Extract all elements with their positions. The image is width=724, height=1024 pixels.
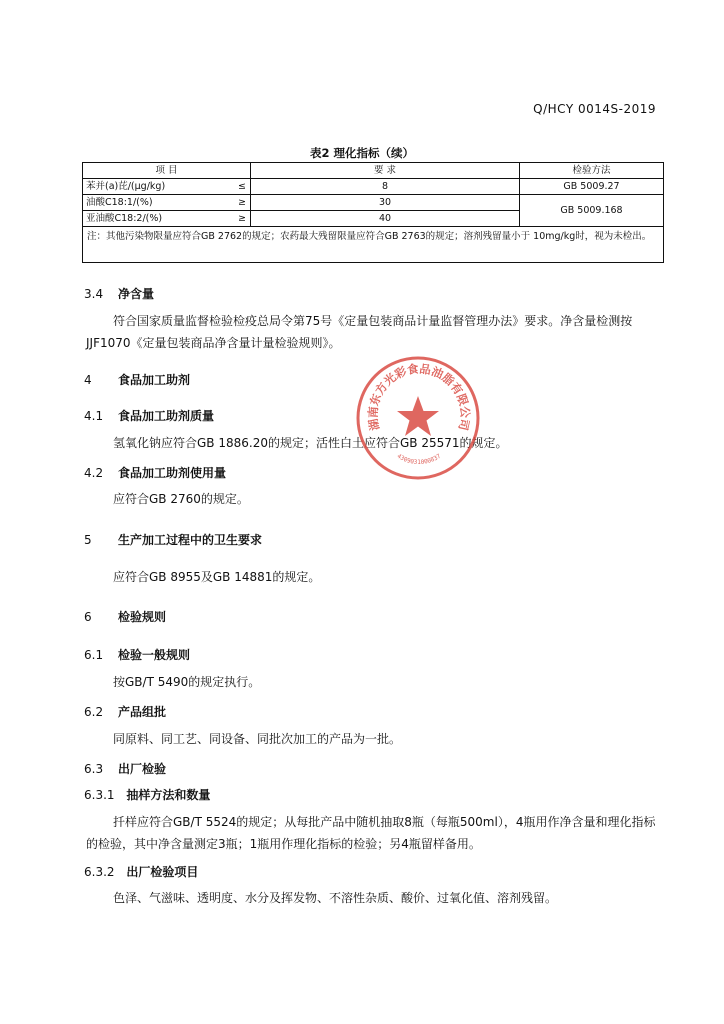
table-row <box>83 195 664 211</box>
section-heading-6-3-2 <box>84 863 198 880</box>
row-item-cell <box>83 195 251 211</box>
section-heading-6-3 <box>84 760 166 777</box>
section-title: 食品加工助剂质量 <box>118 409 215 423</box>
table-row <box>83 179 664 195</box>
requirement-cell: 40 <box>251 211 520 227</box>
section-title: 抽样方法和数量 <box>126 788 211 802</box>
section-number: 6.3.2 <box>84 865 115 879</box>
section-number: 5 <box>84 533 92 547</box>
section-number: 6 <box>84 610 92 624</box>
paragraph-net-content: 符合国家质量监督检验检疫总局令第75号《定量包装商品计量监督管理办法》要求。净含量检测按JJF1070《定量包装商品净含量计量检验规则》。 <box>86 314 633 350</box>
table-note: 注：其他污染物限量应符合GB 2762的规定；农药最大残留限量应符合GB 2763的规定；溶剂残留量小于 10mg/kg时，视为未检出。 <box>83 227 664 263</box>
paragraph-hygiene: 应符合GB 8955及GB 14881的规定。 <box>113 570 321 584</box>
section-title: 出厂检验项目 <box>126 865 199 879</box>
section-number: 6.3.1 <box>84 788 115 802</box>
method-cell: GB 5009.168 <box>520 195 664 227</box>
section-title: 产品组批 <box>118 705 167 719</box>
column-header-method: 检验方法 <box>520 163 664 179</box>
limit-operator: ≤ <box>238 180 246 192</box>
paragraph-inspection-items: 色泽、气滋味、透明度、水分及挥发物、不溶性杂质、酸价、过氧化值、溶剂残留。 <box>113 891 558 905</box>
limit-operator: ≥ <box>238 212 246 224</box>
section-title: 检验规则 <box>118 610 167 624</box>
section-title: 出厂检验 <box>118 762 167 776</box>
section-title: 食品加工助剂 <box>118 373 191 387</box>
seal-code-text: 4309031000837 <box>395 452 443 467</box>
table-title: 表2 理化指标（续） <box>309 146 414 160</box>
section-title: 食品加工助剂使用量 <box>118 466 227 480</box>
section-heading-4-1 <box>84 407 214 424</box>
limit-operator: ≥ <box>238 196 246 208</box>
section-heading-6-1 <box>84 646 190 663</box>
paragraph-aid-quality: 氢氧化钠应符合GB 1886.20的规定；活性白土应符合GB 25571的规定。 <box>113 436 508 450</box>
seal-star <box>397 396 439 436</box>
section-heading-6 <box>84 608 166 625</box>
section-heading-3-4 <box>84 285 154 302</box>
section-number: 6.2 <box>84 705 104 719</box>
section-number: 3.4 <box>84 287 104 301</box>
section-number: 4.2 <box>84 466 104 480</box>
requirement-cell: 8 <box>251 179 520 195</box>
section-heading-4-2 <box>84 464 226 481</box>
section-title: 检验一般规则 <box>118 648 191 662</box>
paragraph-batching: 同原料、同工艺、同设备、同批次加工的产品为一批。 <box>113 732 402 746</box>
paragraph-aid-usage: 应符合GB 2760的规定。 <box>113 492 249 506</box>
section-heading-4 <box>84 371 190 388</box>
paragraph-sampling: 扦样应符合GB/T 5524的规定；从每批产品中随机抽取8瓶（每瓶500ml），4瓶用作净含量和理化指标的检验，其中净含量测定3瓶；1瓶用作理化指标的检验；另4瓶留样备用。 <box>86 815 656 851</box>
column-header-requirement: 要 求 <box>251 163 520 179</box>
item-name: 油酸C18:1/(%) <box>86 196 153 208</box>
section-number: 4 <box>84 373 92 387</box>
method-cell: GB 5009.27 <box>520 179 664 195</box>
column-header-item: 项 目 <box>83 163 251 179</box>
section-heading-6-2 <box>84 703 166 720</box>
section-number: 6.1 <box>84 648 104 662</box>
section-title: 生产加工过程中的卫生要求 <box>118 533 263 547</box>
section-heading-6-3-1 <box>84 786 210 803</box>
requirement-cell: 30 <box>251 195 520 211</box>
section-title: 净含量 <box>118 287 155 301</box>
document-code: Q/HCY 0014S-2019 <box>533 102 656 116</box>
row-item-cell <box>83 211 251 227</box>
section-number: 4.1 <box>84 409 104 423</box>
table-header-row <box>83 163 664 179</box>
row-item-cell <box>83 179 251 195</box>
section-heading-5 <box>84 531 262 548</box>
spec-table <box>82 162 664 263</box>
section-number: 6.3 <box>84 762 104 776</box>
company-seal-stamp <box>352 352 484 484</box>
table-note-row <box>83 227 664 263</box>
item-name: 苯并(a)芘/(μg/kg) <box>86 180 166 192</box>
paragraph-general-rules: 按GB/T 5490的规定执行。 <box>113 675 261 689</box>
item-name: 亚油酸C18:2/(%) <box>86 212 163 224</box>
seal-org-text: 湖南东方光彩食品油脂有限公司 <box>365 361 473 432</box>
